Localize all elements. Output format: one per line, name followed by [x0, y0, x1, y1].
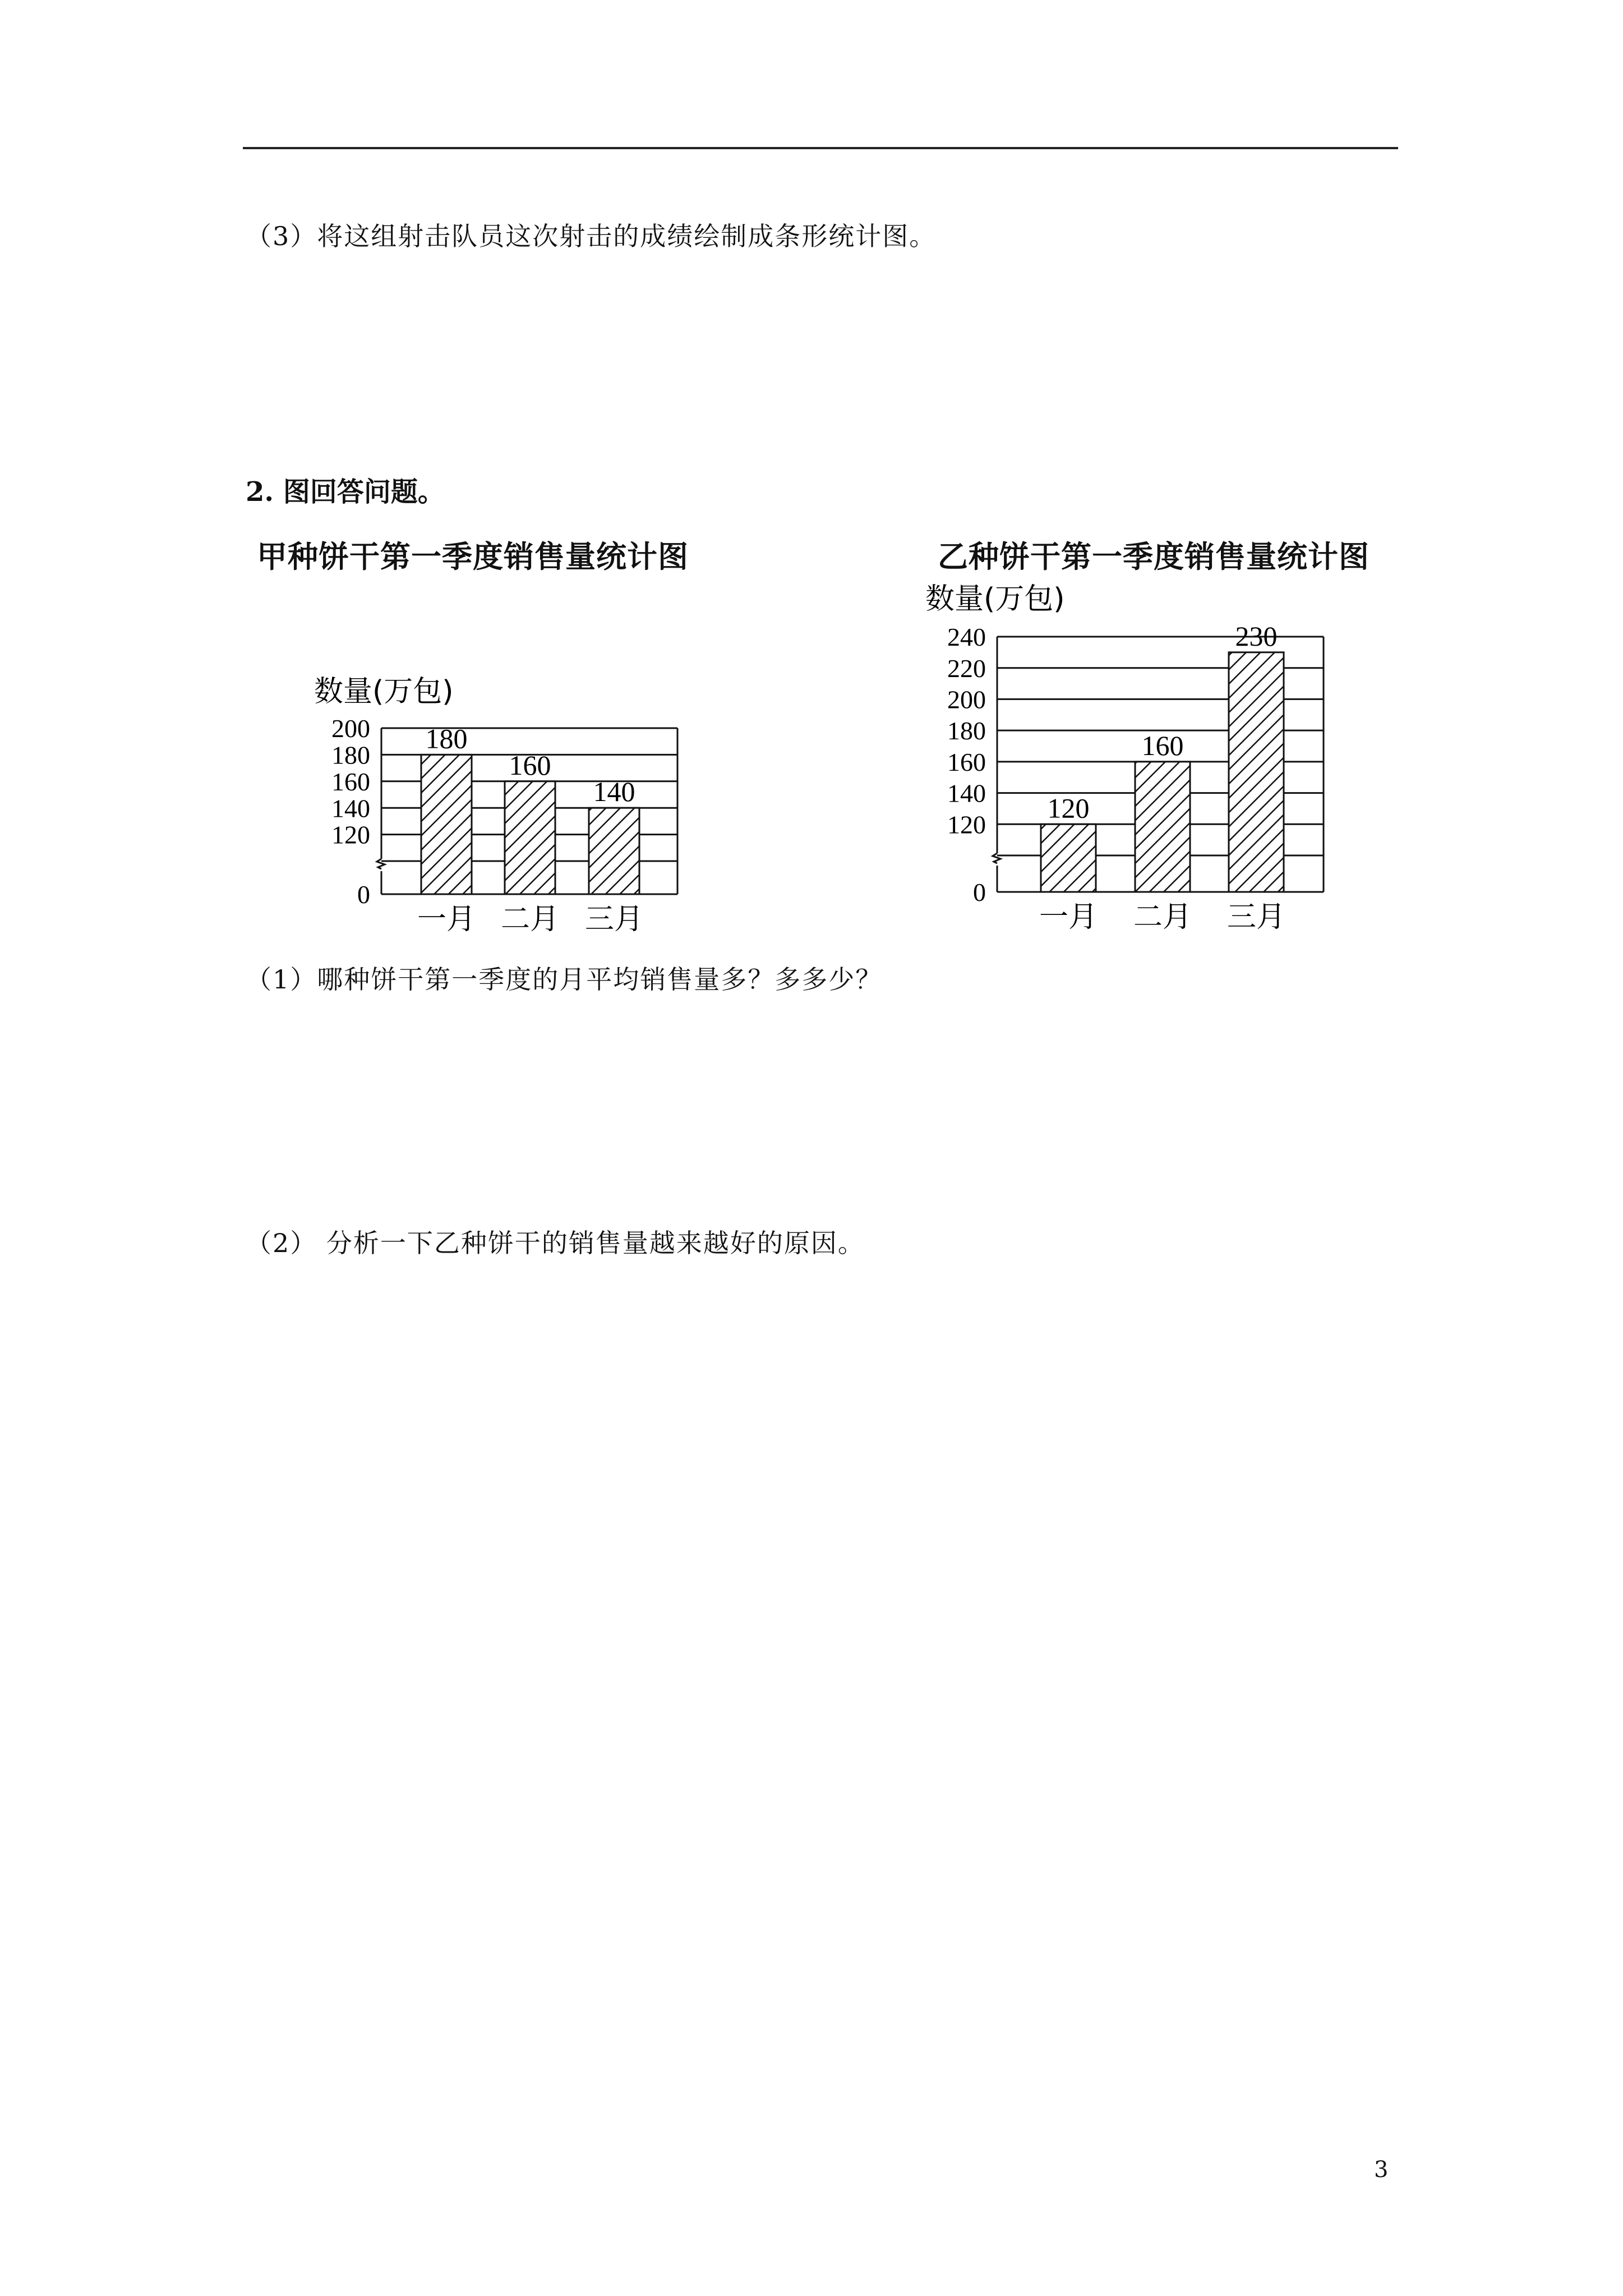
chart-b-bar: [1229, 652, 1284, 892]
chart-a-bar: [505, 781, 555, 894]
chart-a-y-tick-label: 200: [331, 714, 370, 743]
chart-b-category-label: 一月: [1039, 900, 1098, 934]
chart-b-category-label: 三月: [1227, 900, 1286, 934]
chart-a-y-tick-label: 160: [331, 767, 370, 796]
chart-a-bar: [421, 754, 472, 894]
sub-question-1: （1）哪种饼干第一季度的月平均销售量多？多多少？: [246, 964, 883, 995]
chart-b: [909, 575, 1402, 945]
chart-b-bar: [1041, 824, 1096, 892]
chart-a-category-label: 三月: [584, 903, 644, 936]
chart-a-data-label: 140: [593, 776, 635, 808]
chart-a-y-tick-label: 140: [331, 794, 370, 823]
chart-b-y-tick-label: 240: [947, 623, 986, 652]
chart-b-data-label: 160: [1141, 729, 1184, 761]
chart-b-y-tick-label: 160: [947, 747, 986, 776]
chart-b-bar: [1135, 762, 1190, 892]
chart-b-data-label: 230: [1235, 620, 1278, 652]
chart-b-y-tick-label: 200: [947, 685, 986, 714]
chart-a-y-tick-label: 0: [357, 880, 370, 909]
chart-b-y-tick-label: 220: [947, 654, 986, 683]
chart-a-ylabel: 数量(万包): [314, 675, 454, 708]
chart-b-y-tick-label: 120: [947, 810, 986, 839]
chart-a-title: 甲种饼干第一季度销售量统计图: [257, 539, 689, 574]
chart-a-category-label: 二月: [500, 903, 560, 936]
page-number: 3: [1374, 2157, 1389, 2183]
chart-b-ylabel: 数量(万包): [925, 582, 1065, 616]
chart-b-category-label: 二月: [1133, 900, 1192, 934]
chart-a-data-label: 160: [509, 749, 551, 781]
question-2-heading: 2. 图回答问题。: [246, 476, 445, 508]
chart-b-data-label: 120: [1047, 792, 1090, 824]
sub-question-2: （2） 分析一下乙种饼干的销售量越来越好的原因。: [246, 1228, 865, 1258]
chart-b-y-tick-label: 180: [947, 716, 986, 746]
header-rule: [243, 147, 1398, 149]
chart-a-category-label: 一月: [417, 903, 476, 936]
chart-b-title: 乙种饼干第一季度销售量统计图: [938, 539, 1370, 574]
chart-a: [303, 668, 695, 942]
chart-b-y-tick-label: 140: [947, 779, 986, 808]
chart-a-data-label: 180: [425, 723, 468, 754]
chart-a-y-tick-label: 120: [331, 820, 370, 849]
question-1-part-3: （3）将这组射击队员这次射击的成绩绘制成条形统计图。: [246, 221, 937, 251]
chart-a-bar: [589, 808, 639, 894]
chart-a-y-tick-label: 180: [331, 740, 370, 770]
chart-b-y-tick-label: 0: [973, 878, 986, 907]
